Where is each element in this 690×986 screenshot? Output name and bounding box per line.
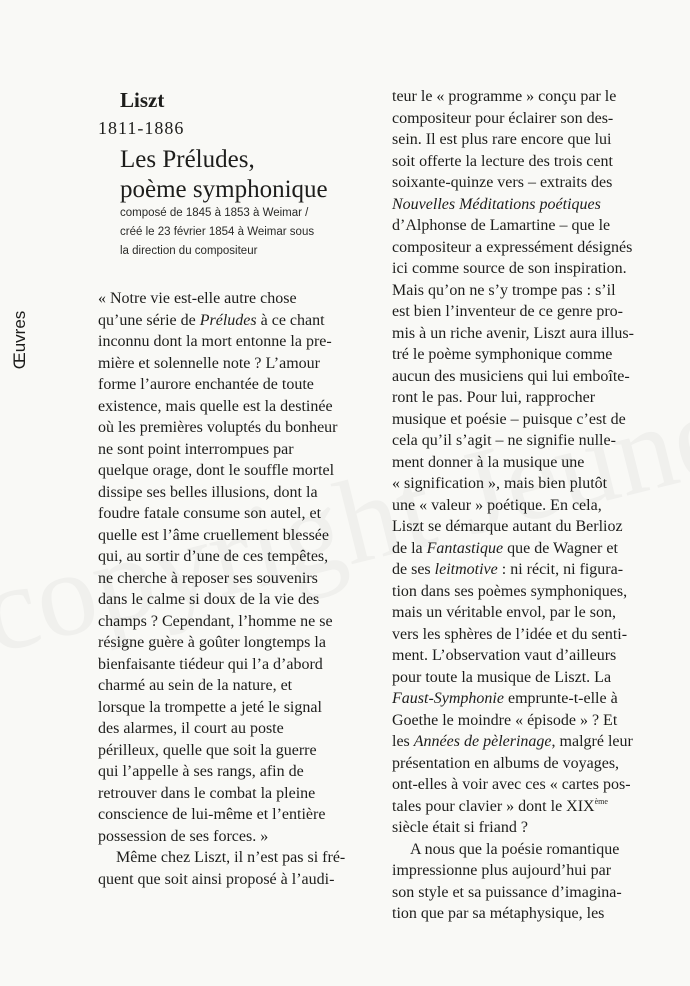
text-line: musique et poésie – puisque c’est de (392, 410, 626, 428)
text-line: « Notre vie est-elle autre chose (98, 290, 297, 307)
text-line: lorsque la trompette a jeté le signal (98, 698, 322, 716)
text-line: tré le poème symphonique comme (392, 346, 613, 363)
text-line: siècle était si friand ? (392, 819, 528, 836)
text-line: Faust-Symphonie emprunte-t-elle à (392, 690, 618, 707)
text-line: mière et solennelle note ? L’amour (98, 354, 320, 372)
text-line: compositeur a expressément désignés (392, 238, 633, 256)
text-line: impressionne plus aujourd’hui par (392, 862, 612, 879)
text-line: d’Alphonse de Lamartine – que le (392, 217, 611, 234)
composer-name: Liszt (120, 88, 165, 112)
work-title-line: Les Préludes, (120, 146, 255, 173)
text-line: retrouver dans le combat la pleine (98, 784, 316, 802)
text-line: possession de ses forces. » (98, 827, 269, 845)
composer-dates: 1811-1886 (98, 118, 185, 138)
text-line: teur le « programme » conçu par le (392, 88, 617, 105)
text-line: champs ? Cependant, l’homme ne se (98, 612, 333, 630)
text-line: mis à un riche avenir, Liszt aura illus- (392, 324, 634, 342)
work-meta-line: créé le 23 février 1854 à Weimar sous (120, 226, 315, 238)
text-line: ici comme source de son inspiration. (392, 260, 627, 277)
text-line: résigne guère à goûter longtemps la (98, 634, 326, 651)
text-line: quelle est l’âme cruellement blessée (98, 526, 330, 544)
text-line: présentation en albums de voyages, (392, 754, 620, 772)
text-line: qui, au sortir d’une de ces tempêtes, (98, 548, 329, 565)
text-line: qui l’appelle à ses rangs, afin de (98, 763, 304, 780)
text-line: soit offerte la lecture des trois cent (392, 152, 613, 170)
work-meta (120, 204, 314, 261)
text-line: A nous que la poésie romantique (410, 840, 620, 858)
text-line: qu’une série de Préludes à ce chant (98, 311, 325, 329)
text-line: conscience de lui-même et l’entière (98, 806, 326, 823)
text-line: ment donner à la musique une (392, 453, 585, 471)
text-line: tion que par sa métaphysique, les (392, 905, 605, 922)
text-line: tales pour clavier » dont le XIXème (392, 796, 608, 815)
work-meta-line: composé de 1845 à 1853 à Weimar / (120, 207, 309, 219)
text-line: les Années de pèlerinage, malgré leur (392, 733, 633, 750)
text-line: Même chez Liszt, il n’est pas si fré- (116, 849, 346, 866)
work-title (120, 145, 328, 205)
text-line: Nouvelles Méditations poétiques (392, 195, 601, 213)
text-line: de ses leitmotive : ni récit, ni figura- (392, 561, 624, 578)
work-title-line: poème symphonique (120, 176, 328, 203)
text-line: inconnu dont la mort entonne la pre- (98, 333, 332, 350)
text-line: ont-elles à voir avec ces « cartes pos- (392, 776, 631, 793)
text-line: quelque orage, dont le souffle mortel (98, 462, 335, 479)
side-label (0, 300, 40, 380)
text-line: ne cherche à reposer ses souvenirs (98, 569, 318, 587)
text-line: compositeur pour éclairer son des- (392, 109, 614, 127)
text-line: tion dans ses poèmes symphoniques, (392, 582, 628, 600)
text-line: où les premières voluptés du bonheur (98, 419, 338, 436)
body-column-left (98, 288, 376, 890)
text-line: est bien l’inventeur de ce genre pro- (392, 303, 624, 320)
side-label-text: Œuvres (10, 310, 29, 370)
text-line: des alarmes, il court au poste (98, 720, 284, 737)
text-line: une « valeur » poétique. En cela, (392, 496, 602, 514)
text-line: Mais qu’on ne s’y trompe pas : s’il (392, 281, 616, 299)
text-line: mais un véritable envol, par le son, (392, 604, 616, 621)
text-line: quent que soit ainsi proposé à l’audi- (98, 870, 335, 888)
text-line: son style et sa puissance d’imagina- (392, 883, 622, 901)
text-line: foudre fatale consume son autel, et (98, 505, 322, 522)
text-line: cela qu’il s’agit – ne signifie nulle- (392, 432, 616, 449)
text-line: ront le pas. Pour lui, rapprocher (392, 389, 596, 406)
text-line: ment. L’observation vaut d’ailleurs (392, 647, 617, 664)
text-line: charmé au sein de la nature, et (98, 677, 293, 694)
text-line: dans le calme si doux de la vie des (98, 591, 320, 608)
work-meta-line: la direction du compositeur (120, 245, 258, 257)
text-line: forme l’aurore enchantée de toute (98, 376, 314, 393)
text-line: ne sont point interrompues par (98, 440, 294, 458)
text-line: périlleux, quelle que soit la guerre (98, 741, 317, 759)
text-line: de la Fantastique que de Wagner et (392, 539, 618, 557)
text-line: vers les sphères de l’idée et du senti- (392, 625, 628, 643)
text-line: aucun des musiciens qui lui emboîte- (392, 367, 630, 385)
text-line: soixante-quinze vers – extraits des (392, 174, 613, 191)
text-line: « signification », mais bien plutôt (392, 475, 608, 492)
text-line: sein. Il est plus rare encore que lui (392, 131, 612, 148)
body-column-right (392, 86, 664, 925)
text-line: bienfaisante tiédeur qui l’a d’abord (98, 655, 323, 673)
text-line: existence, mais quelle est la destinée (98, 397, 333, 415)
text-line: Liszt se démarque autant du Berlioz (392, 518, 623, 535)
text-line: Goethe le moindre « épisode » ? Et (392, 711, 618, 729)
text-line: dissipe ses belles illusions, dont la (98, 483, 318, 501)
text-line: pour toute la musique de Liszt. La (392, 668, 612, 686)
